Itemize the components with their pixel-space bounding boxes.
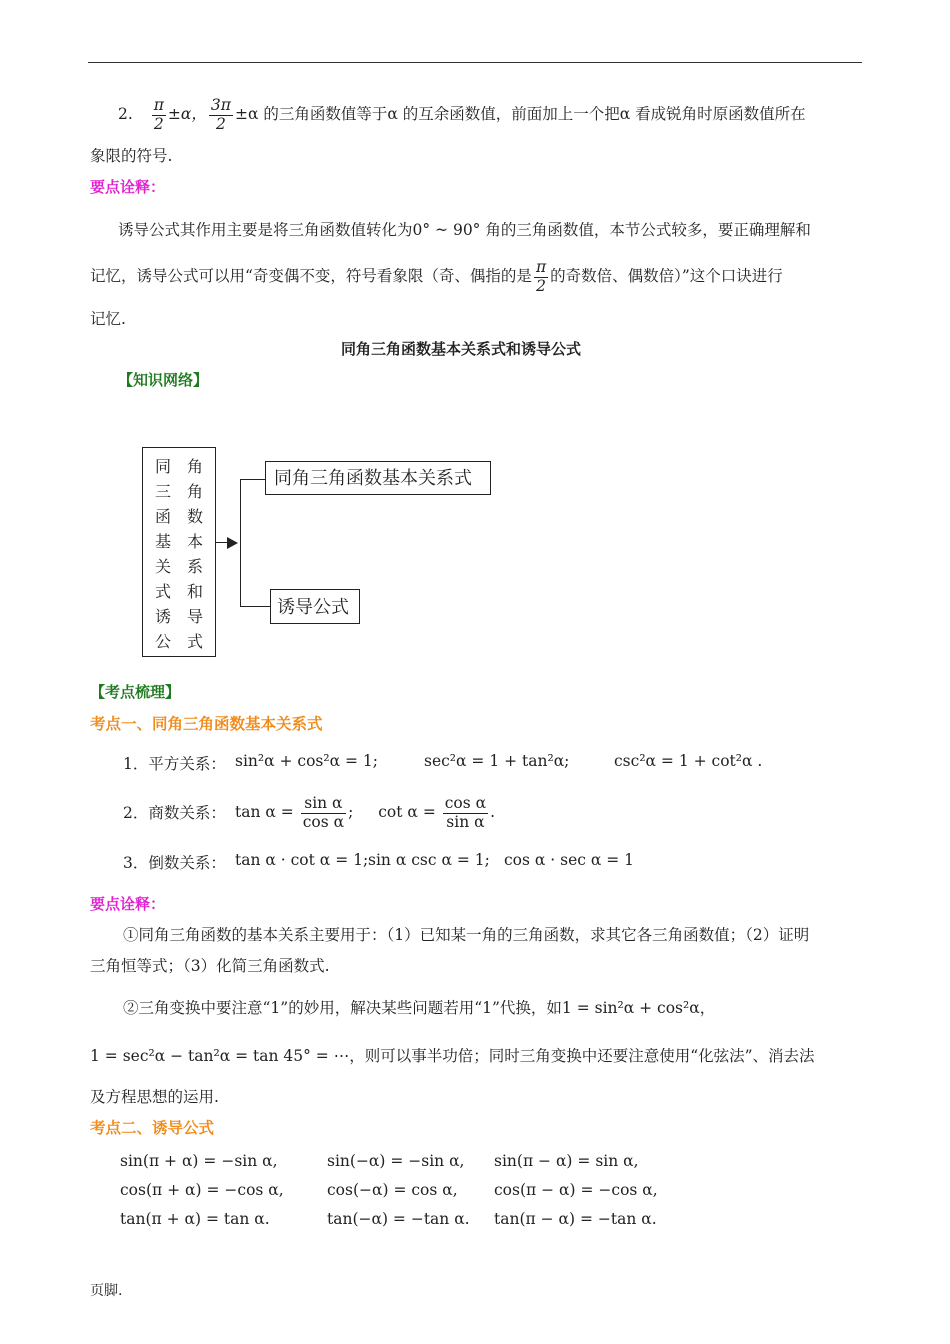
induction-row3-col1: tan(π + α) = tan α. bbox=[120, 1210, 270, 1228]
item2-line bbox=[118, 94, 806, 134]
item2-text2: 象限的符号. bbox=[90, 147, 173, 165]
note1-line3: 记忆. bbox=[90, 310, 126, 328]
point1-line1-formula3: csc²α = 1 + cot²α . bbox=[614, 752, 763, 770]
review-heading: 【考点梳理】 bbox=[90, 683, 181, 701]
induction-row1-col1: sin(π + α) = −sin α, bbox=[120, 1152, 278, 1170]
note2-p1b: 三角恒等式；（3）化简三角函数式. bbox=[90, 957, 330, 975]
cot-quotient: $\frac{\text{cos α}}{\text{sin α}}$ bbox=[444, 794, 487, 831]
header-rule bbox=[88, 62, 862, 63]
point1-line3-formula3: cos α · sec α = 1 bbox=[504, 851, 635, 869]
point1-heading: 考点一、同角三角函数基本关系式 bbox=[90, 715, 323, 733]
induction-row3-col2: tan(−α) = −tan α. bbox=[327, 1210, 470, 1228]
point1-line3-formula2: sin α csc α = 1; bbox=[368, 851, 490, 869]
item2-frac2: $\frac{3\pi}{2}$ bbox=[210, 96, 231, 133]
page-footer: 页脚. bbox=[90, 1283, 123, 1299]
diagram-connector-top bbox=[240, 479, 265, 480]
diagram-arrow-head-icon bbox=[227, 537, 239, 549]
induction-row2-col2: cos(−α) = cos α, bbox=[327, 1181, 458, 1199]
diagram-box-induction-formulas: 诱导公式 bbox=[270, 589, 360, 624]
note1-line2: 记忆，诱导公式可以用“奇变偶不变，符号看象限（奇、偶指的是 $\frac{\pi}{2}$ 的奇数倍、偶数倍）”这个口诀进行 bbox=[90, 258, 783, 295]
note2-heading: 要点诠释： bbox=[90, 895, 166, 913]
item2-pm1: ±α， bbox=[167, 105, 207, 123]
diagram-left-box bbox=[142, 447, 216, 657]
diagram-box-basic-relations: 同角三角函数基本关系式 bbox=[265, 461, 491, 495]
diagram-connector-vertical bbox=[240, 479, 241, 607]
note2-p2b: 1 = sec²α − tan²α = tan 45° = ⋯，则可以事半功倍；同时三角变换中还要注意使用“化弦法”、消去法 bbox=[90, 1047, 815, 1065]
note2-p2c: 及方程思想的运用. bbox=[90, 1088, 219, 1106]
induction-row1-col3: sin(π − α) = sin α, bbox=[494, 1152, 639, 1170]
induction-row2-col3: cos(π − α) = −cos α, bbox=[494, 1181, 658, 1199]
section-title: 同角三角函数基本关系式和诱导公式 bbox=[341, 340, 582, 358]
point1-line1-formula1: sin²α + cos²α = 1; bbox=[235, 752, 378, 770]
diagram-left-col1: 同 三 函 基 关 式 诱 公 bbox=[154, 457, 171, 651]
tan-quotient: $\frac{\text{sin α}}{\text{cos α}}$ bbox=[302, 794, 345, 831]
point1-line2-label: 2．商数关系： bbox=[123, 804, 226, 822]
point1-line3-label: 3．倒数关系： bbox=[123, 854, 226, 872]
note2-p1a: ①同角三角函数的基本关系主要用于：（1）已知某一角的三角函数，求其它各三角函数值；（2）证明 bbox=[123, 926, 810, 944]
point2-heading: 考点二、诱导公式 bbox=[90, 1119, 215, 1137]
point1-line2-formulas: tan α = $\frac{\text{sin α}}{\text{cos α}}$ ; cot α = $\frac{\text{cos α}}{\text{sin α}}$ . bbox=[235, 794, 496, 831]
item2-number: 2. bbox=[118, 105, 133, 123]
note1-heading: 要点诠释： bbox=[90, 178, 166, 196]
induction-row3-col3: tan(π − α) = −tan α. bbox=[494, 1210, 657, 1228]
item2-frac1: $\frac{\pi}{2}$ bbox=[153, 96, 164, 133]
note1-frac: $\frac{\pi}{2}$ bbox=[535, 258, 547, 295]
point1-line3-formula1: tan α · cot α = 1; bbox=[235, 851, 369, 869]
note2-p2a: ②三角变换中要注意“1”的妙用，解决某些问题若用“1”代换，如1 = sin²α + cos²α， bbox=[123, 999, 716, 1017]
diagram-left-col2: 角 角 数 本 系 和 导 式 bbox=[186, 457, 203, 651]
network-heading: 【知识网络】 bbox=[118, 371, 209, 389]
note1-line1: 诱导公式其作用主要是将三角函数值转化为0° ~ 90° 角的三角函数值，本节公式较多，要正确理解和 bbox=[118, 221, 811, 239]
point1-line1-formula2: sec²α = 1 + tan²α; bbox=[424, 752, 570, 770]
diagram-connector-bottom bbox=[240, 606, 270, 607]
induction-row2-col1: cos(π + α) = −cos α, bbox=[120, 1181, 284, 1199]
induction-row1-col2: sin(−α) = −sin α, bbox=[327, 1152, 465, 1170]
item2-text: ±α 的三角函数值等于α 的互余函数值，前面加上一个把α 看成锐角时原函数值所在 bbox=[234, 105, 806, 123]
point1-line1-label: 1．平方关系： bbox=[123, 755, 226, 773]
